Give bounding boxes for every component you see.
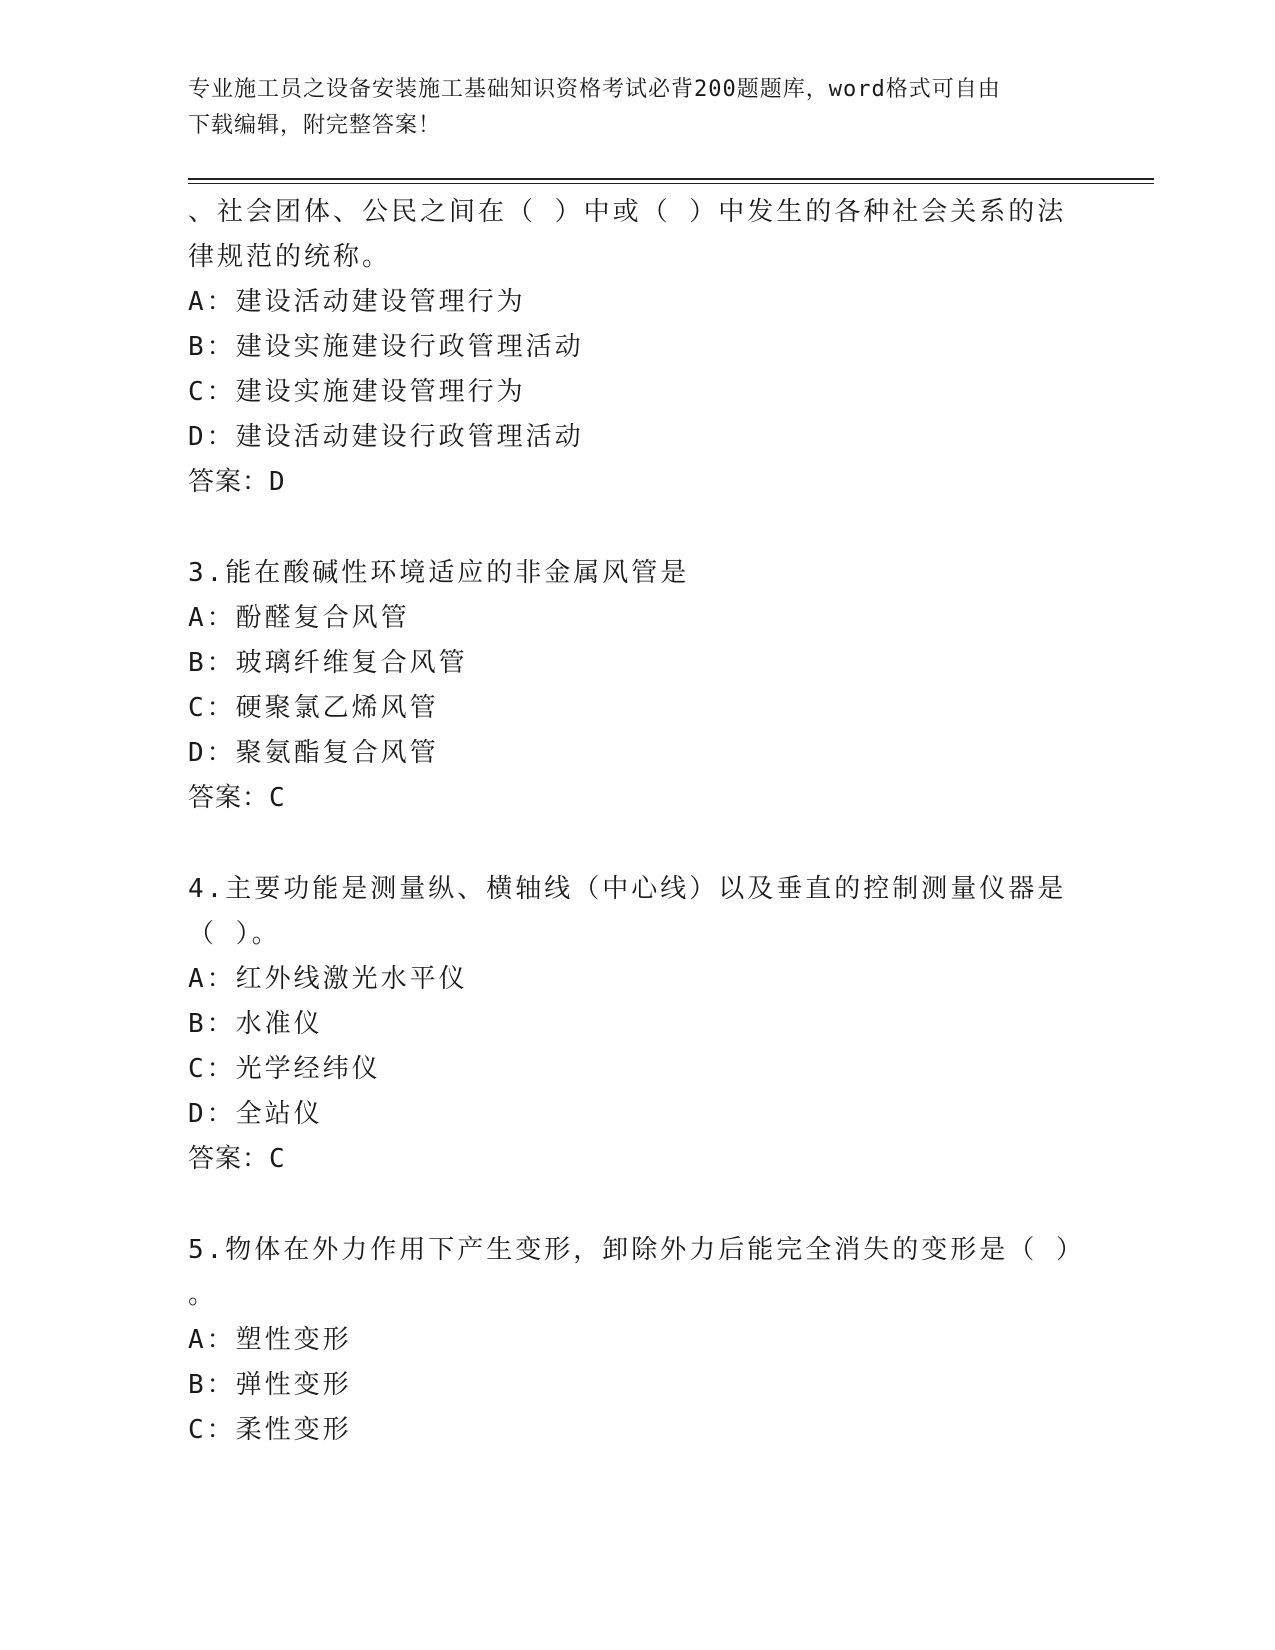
header-line-2: 下载编辑，附完整答案！ (188, 113, 442, 138)
option-label: D： (188, 738, 236, 768)
option-b (188, 641, 1068, 686)
option-label: D： (188, 422, 236, 452)
option-label: A： (188, 287, 236, 317)
option-text: 硬聚氯乙烯风管 (235, 693, 439, 723)
option-text: 聚氨酯复合风管 (235, 738, 439, 768)
option-label: B： (188, 648, 236, 678)
question-list (188, 190, 1085, 1453)
question-5-stem-line-2: 。 (188, 1280, 218, 1310)
option-a (188, 1318, 1068, 1363)
option-c (188, 1408, 1068, 1453)
option-label: D： (188, 1099, 236, 1129)
option-b (188, 1002, 1068, 1047)
question-5 (188, 1228, 1085, 1453)
question-2-stem-line-1: 、社会团体、公民之间在（ ）中或（ ）中发生的各种社会关系的法 (188, 197, 1067, 227)
question-2 (188, 190, 1068, 505)
option-label: C： (188, 377, 236, 407)
option-label: C： (188, 693, 236, 723)
option-text: 酚醛复合风管 (235, 603, 410, 633)
option-text: 全站仪 (235, 1099, 323, 1129)
option-text: 建设实施建设管理行为 (235, 377, 526, 407)
header-divider-thin (188, 183, 1154, 184)
option-d (188, 1092, 1068, 1137)
option-text: 塑性变形 (235, 1325, 352, 1355)
option-c (188, 686, 1068, 731)
question-4-stem-line-2: （ ）。 (188, 919, 281, 949)
option-text: 水准仪 (235, 1009, 323, 1039)
option-label: B： (188, 332, 236, 362)
option-label: B： (188, 1009, 236, 1039)
option-a (188, 957, 1068, 1002)
option-text: 弹性变形 (235, 1370, 352, 1400)
option-d (188, 731, 1068, 776)
question-3 (188, 551, 1068, 821)
option-label: A： (188, 964, 236, 994)
question-4-stem-line-1: 4.主要功能是测量纵、横轴线（中心线）以及垂直的控制测量仪器是 (188, 874, 1067, 904)
option-b (188, 325, 1068, 370)
option-label: C： (188, 1415, 236, 1445)
spacer (188, 821, 1068, 867)
question-5-stem-line-1: 5.物体在外力作用下产生变形，卸除外力后能完全消失的变形是（ ） (188, 1235, 1085, 1265)
answer-line: 答案：D (188, 467, 286, 497)
option-text: 玻璃纤维复合风管 (235, 648, 468, 678)
spacer (188, 1182, 1068, 1228)
answer-line: 答案：C (188, 1144, 286, 1174)
option-b (188, 1363, 1068, 1408)
option-text: 建设实施建设行政管理活动 (235, 332, 584, 362)
option-c (188, 370, 1068, 415)
question-2-stem-line-2: 律规范的统称。 (188, 242, 392, 272)
option-a (188, 596, 1068, 641)
option-label: A： (188, 603, 236, 633)
option-text: 建设活动建设行政管理活动 (235, 422, 584, 452)
option-label: A： (188, 1325, 236, 1355)
option-d (188, 415, 1068, 460)
header-line-1: 专业施工员之设备安装施工基础知识资格考试必背200题题库，word格式可自由 (188, 77, 1001, 102)
option-text: 建设活动建设管理行为 (235, 287, 526, 317)
option-label: C： (188, 1054, 236, 1084)
document-header (188, 72, 1068, 144)
spacer (188, 505, 1068, 551)
question-4 (188, 867, 1068, 1182)
option-label: B： (188, 1370, 236, 1400)
option-a (188, 280, 1068, 325)
option-c (188, 1047, 1068, 1092)
answer-line: 答案：C (188, 783, 286, 813)
option-text: 柔性变形 (235, 1415, 352, 1445)
option-text: 光学经纬仪 (235, 1054, 381, 1084)
question-3-stem: 3.能在酸碱性环境适应的非金属风管是 (188, 558, 690, 588)
option-text: 红外线激光水平仪 (235, 964, 468, 994)
header-divider-thick (188, 178, 1154, 180)
